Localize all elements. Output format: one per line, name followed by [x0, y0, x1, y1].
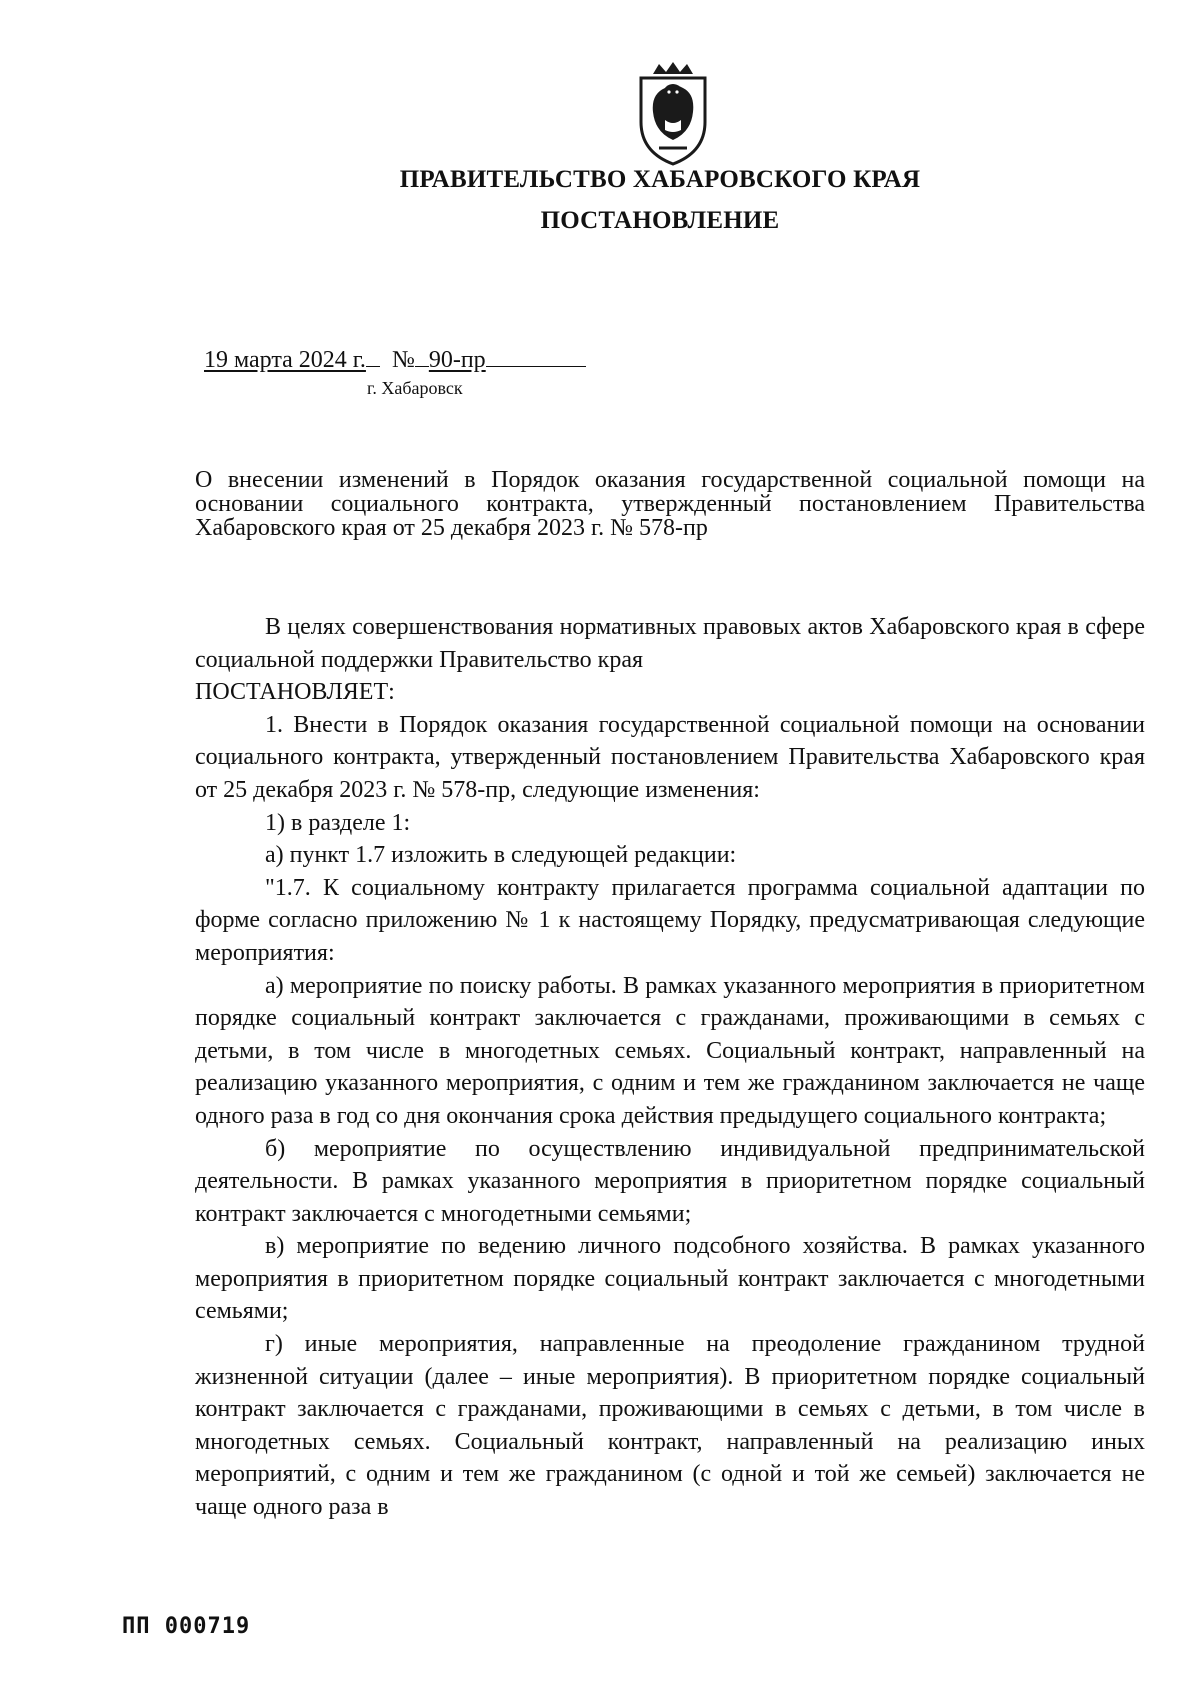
document-code: ПП 000719 [122, 1614, 251, 1639]
paragraph-resolves: ПОСТАНОВЛЯЕТ: [195, 679, 395, 706]
paragraph-measure-a: а) мероприятие по поиску работы. В рамках указанного мероприятия в приоритетном порядке социальный контракт заключается с гражданами, проживающими в семьях с детьми, в том числе в многодетных семьях. Социальный контракт, направленный на реализацию указанного мероприятия, с одним и тем же гражданином заключается не чаще одного раза в год со дня окончания срока действия предыдущего социального контракта; [195, 972, 1145, 1129]
document-city: г. Хабаровск [367, 378, 463, 398]
paragraph-subitem-a: а) пункт 1.7 изложить в следующей редакции: [265, 842, 737, 869]
number-label: № [391, 347, 415, 373]
document-type-title: ПОСТАНОВЛЕНИЕ [540, 207, 780, 234]
date-number-line [204, 347, 586, 374]
document-number: 90-пр [428, 347, 486, 373]
paragraph-subitem-1: 1) в разделе 1: [265, 809, 411, 836]
paragraph-measure-v: в) мероприятие по ведению личного подсобного хозяйства. В рамках указанного мероприятия в приоритетном порядке социальный контракт заключается с многодетными семьями; [195, 1233, 1145, 1325]
coat-of-arms-icon [633, 60, 713, 166]
paragraph-item-1: 1. Внести в Порядок оказания государственной социальной помощи на основании социального контракта, утвержденный постановлением Правительства Хабаровского края от 25 декабря 2023 г. № 578-пр, следующие изменения: [195, 711, 1145, 803]
paragraph-clause-1-7: "1.7. К социальному контракту прилагается программа социальной адаптации по форме согласно приложению № 1 к настоящему Порядку, предусматривающая следующие мероприятия: [195, 874, 1145, 966]
organization-title: ПРАВИТЕЛЬСТВО ХАБАРОВСКОГО КРАЯ [399, 166, 921, 193]
document-date: 19 марта 2024 г. [204, 347, 366, 373]
paragraph-measure-g: г) иные мероприятия, направленные на преодоление гражданином трудной жизненной ситуации (далее – иные мероприятия). В приоритетном порядке социальный контракт заключается с гражданами, проживающими в семьях с детьми, в том числе в многодетных семьях. Социальный контракт, направленный на реализацию иных мероприятий, с одним и тем же гражданином (с одной и той же семьей) заключается не чаще одного раза в [195, 1331, 1145, 1521]
document-body [195, 611, 1145, 1524]
paragraph-measure-b: б) мероприятие по осуществлению индивидуальной предпринимательской деятельности. В рамках указанного мероприятия в приоритетном порядке социальный контракт заключается с многодетными семьями; [195, 1135, 1145, 1227]
document-subject: О внесении изменений в Порядок оказания государственной социальной помощи на основании социального контракта, утвержденный постановлением Правительства Хабаровского края от 25 декабря 2023 г. № 578-пр [195, 467, 1145, 541]
paragraph-preamble: В целях совершенствования нормативных правовых актов Хабаровского края в сфере социальной поддержки Правительство края [195, 614, 1145, 673]
